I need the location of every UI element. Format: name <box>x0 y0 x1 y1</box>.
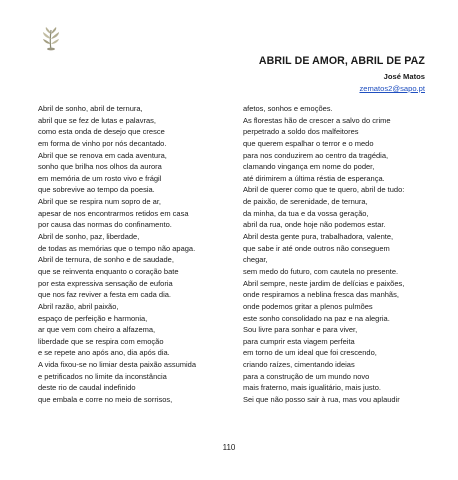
poem-author: José Matos <box>383 72 425 81</box>
poem-line: Abril que se renova em cada aventura, <box>38 150 167 160</box>
poem-line: As florestas hão de crescer a salvo do crime <box>243 115 391 125</box>
poem-left-column <box>38 103 228 406</box>
poem-header <box>259 54 425 95</box>
poem-line: que embala e corre no meio de sorrisos, <box>38 395 173 405</box>
poem-line: e petrificados no limite da inconstância <box>38 371 167 381</box>
poem-line: por esta expressiva sensação de euforia <box>38 278 173 288</box>
poem-line: Abril desta gente pura, trabalhadora, valente, <box>243 232 394 242</box>
poem-line: Sei que não posso sair à rua, mas vou aplaudir <box>243 395 400 405</box>
poem-line: por causa das normas do confinamento. <box>38 220 172 230</box>
poem-line: para nos conduzirem ao centro da tragédia, <box>243 150 389 160</box>
poem-line: perpetrado a soldo dos malfeitores <box>243 127 359 137</box>
poem-line: Abril de querer como que te quero, abril de tudo: <box>243 185 405 195</box>
poem-line: Abril de sonho, paz, liberdade, <box>38 232 140 242</box>
poem-line: criando raízes, cimentando ideias <box>243 360 355 370</box>
poem-line: este sonho consolidado na paz e na alegria. <box>243 313 390 323</box>
poem-line: afetos, sonhos e emoções. <box>243 104 333 113</box>
poem-line: sonho que brilha nos olhos da aurora <box>38 162 162 172</box>
page-number: 110 <box>222 443 236 452</box>
poem-line: que sobrevive ao tempo da poesia. <box>38 185 155 195</box>
poem-line: que nos faz reviver a festa em cada dia. <box>38 290 171 300</box>
poem-line: Abril que se respira num sopro de ar, <box>38 197 161 207</box>
poem-line: Sou livre para sonhar e para viver, <box>243 325 358 335</box>
poem-line: apesar de nos encontrarmos retidos em casa <box>38 208 189 218</box>
poem-line: Abril de ternura, de sonho e de saudade, <box>38 255 174 265</box>
poem-line: onde respiramos a neblina fresca das manhãs, <box>243 290 399 300</box>
poem-line: que sabe ir até onde outros não conseguem <box>243 243 390 253</box>
poem-line: ar que vem com cheiro a alfazema, <box>38 325 156 335</box>
poem-line: sem medo do futuro, com cautela no presente. <box>243 266 399 276</box>
poem-line: de paixão, de serenidade, de ternura, <box>243 197 368 207</box>
poem-line: em forma de vinho por nós decantado. <box>38 138 167 148</box>
poem-line: deste rio de caudal indefinido <box>38 383 136 393</box>
poem-line: clamando vingança em nome do poder, <box>243 162 375 172</box>
poem-line: em torno de um ideal que foi crescendo, <box>243 348 377 358</box>
poem-line: para cumprir esta viagem perfeita <box>243 336 355 346</box>
decorative-sprig-icon <box>38 26 64 52</box>
author-email-link[interactable]: zematos2@sapo.pt <box>359 84 425 93</box>
poem-line: para a construção de um mundo novo <box>243 371 370 381</box>
poem-line: abril da rua, onde hoje não podemos estar. <box>243 220 386 230</box>
poem-line: até dirimirem a última réstia de esperança. <box>243 173 385 183</box>
poem-line: que querem espalhar o terror e o medo <box>243 138 374 148</box>
poem-line: Abril de sonho, abril de ternura, <box>38 104 143 113</box>
poem-right-column <box>243 103 433 406</box>
poem-line: da minha, da tua e da vossa geração, <box>243 208 369 218</box>
poem-line: e se repete ano após ano, dia após dia. <box>38 348 170 358</box>
poem-line: abril que se fez de lutas e palavras, <box>38 115 156 125</box>
poem-line: onde podemos gritar a plenos pulmões <box>243 301 373 311</box>
poem-line: espaço de perfeição e harmonia, <box>38 313 148 323</box>
poem-line: que se reinventa enquanto o coração bate <box>38 266 179 276</box>
poem-line: de todas as memórias que o tempo não apaga. <box>38 243 196 253</box>
poem-title: ABRIL DE AMOR, ABRIL DE PAZ <box>258 55 425 67</box>
poem-line: A vida fixou-se no limiar desta paixão assumida <box>38 360 196 370</box>
poem-line: Abril sempre, neste jardim de delícias e paixões, <box>243 278 405 288</box>
poem-line: liberdade que se respira com emoção <box>38 336 164 346</box>
poem-line: chegar, <box>243 255 268 265</box>
poem-line: como esta onda de desejo que cresce <box>38 127 165 137</box>
poem-line: em memória de um rosto vivo e frágil <box>38 173 162 183</box>
poem-line: Abril razão, abril paixão, <box>38 301 119 311</box>
poem-line: mais fraterno, mais igualitário, mais justo. <box>243 383 381 393</box>
